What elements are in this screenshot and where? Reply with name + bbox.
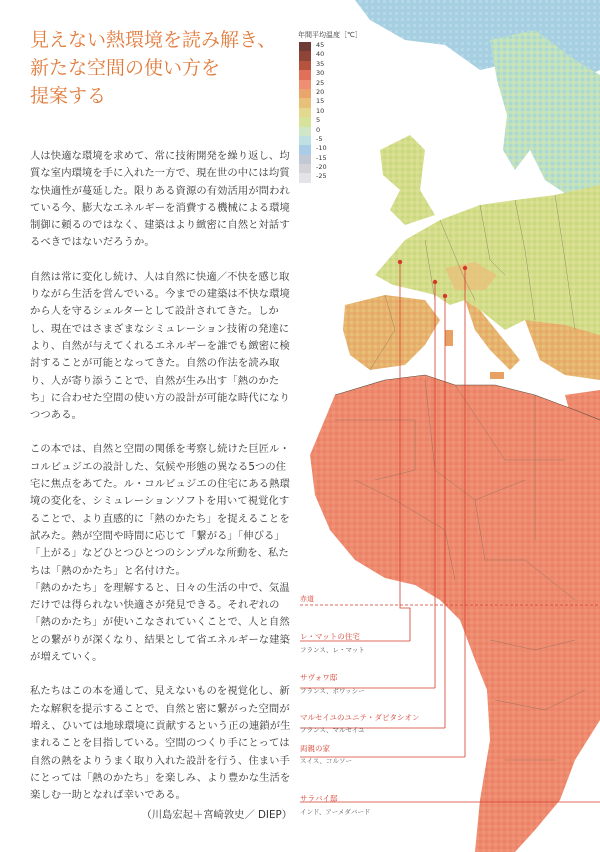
annotation-place: フランス、レ・マット <box>300 646 365 654</box>
title-line-2: 新たな空間の使い方を <box>30 57 221 79</box>
legend-swatch <box>299 89 311 98</box>
legend-swatch <box>299 173 311 182</box>
legend-label: 20 <box>316 87 325 96</box>
annotation-place: フランス、ポワッシー <box>300 687 365 695</box>
equator-label: 赤道 <box>300 595 314 603</box>
annotation-title: マルセイユのユニテ・ダビタシオン <box>300 713 420 722</box>
legend-label: 45 <box>316 41 325 49</box>
uk-landmass <box>380 135 435 225</box>
legend-swatch <box>299 108 311 117</box>
paragraph-2: 自然は常に変化し続け、人は自然に快適／不快を感じ取りながら生活を営んでいる。今までの建築は不快な環境から人を守るシェルターとして設計されてきた。しかし、現在ではさまざまなシミュレーション技術の発達により、自然が与えてくれるエネルギーを誰でも緻密に検討することが可能となってきた。自然の作法を読み取り、人が寄り添うことで、自然が生み出す「熱のかたち」に合わせた空間の使い方の設計が可能な時代になりつつある。 <box>30 270 290 422</box>
legend-swatch <box>299 155 311 164</box>
legend-swatch <box>299 145 311 154</box>
legend-label: -10 <box>316 144 327 153</box>
legend-swatch <box>299 127 311 136</box>
legend-label: -15 <box>316 153 327 162</box>
legend-label: 5 <box>316 116 321 125</box>
legend-label: 15 <box>316 97 325 106</box>
legend-label: 10 <box>316 106 325 115</box>
annotation-place: インド、アーメダバード <box>300 808 371 816</box>
paragraph-4: 「熱のかたち」を理解すると、日々の生活の中で、気温だけでは得られない快適さが発見できる。それぞれの「熱のかたち」が使いこなされていくことで、人と自然との繋がりが深くなり、結果として省エネルギーな建築が増えていく。 <box>30 581 290 664</box>
sicily-island <box>490 372 504 379</box>
page-title <box>30 26 300 110</box>
southern-europe-landmass <box>343 295 440 370</box>
legend-label: 35 <box>316 59 325 68</box>
legend-swatch <box>299 164 311 173</box>
legend-swatch <box>299 136 311 145</box>
legend-swatch <box>299 42 311 51</box>
paragraph-3: この本では、自然と空間の関係を考察し続けた巨匠ル・コルビュジエの設計した、気候や形態の異なる5つの住宅に焦点をあてた。ル・コルビュジエの住宅にある熱環境の変化を、シミュレーションソフトを用いて視覚化することで、より直感的に「熱のかたち」を捉えることを試みた。熱が空間や時間に応じて「繋がる」「伸びる」「上がる」などひとつひとつのシンプルな所動を、私たちは「熱のかたち」と名付けた。 <box>30 443 290 577</box>
annotation-place: スイス、コルソー <box>300 757 352 765</box>
body-text <box>30 148 292 821</box>
paragraph-5: 私たちはこの本を通して、見えないものを視覚化し、新たな解釈を提示することで、自然と密に繋がった空間が増え、ひいては地球環境に貢献するという正の連鎖が生まれることを目指している。空間のつくり手にとっては自然の熱をよりうまく取り入れた設計を行う、住まい手にとっては「熱のかたち」を楽しみ、より豊かな生活を楽しむ一助となれば幸いである。 <box>30 685 291 802</box>
africa-landmass <box>310 375 600 852</box>
legend-label: 30 <box>316 69 325 78</box>
legend-swatch <box>299 117 311 126</box>
legend-swatch <box>299 98 311 107</box>
legend-label: 40 <box>316 50 325 59</box>
legend-label: 0 <box>316 125 321 134</box>
legend-label: -5 <box>316 134 323 143</box>
legend-swatch <box>299 70 311 79</box>
legend-label: -25 <box>316 172 327 181</box>
author-credit: （川島宏起＋宮崎敦史／ DIEP） <box>141 809 292 821</box>
annotation-title: サラバイ邸 <box>300 794 338 803</box>
legend-swatch <box>299 61 311 70</box>
annotation-title: サヴォワ邸 <box>300 673 338 682</box>
legend-swatch <box>299 51 311 60</box>
title-line-1: 見えない熱環境を読み解き、 <box>30 29 277 51</box>
legend-label: -20 <box>316 163 327 172</box>
annotation-title: 両親の家 <box>300 744 330 753</box>
annotation-title: レ・マットの住宅 <box>300 632 360 641</box>
legend-label: 25 <box>316 78 325 87</box>
title-line-3: 提案する <box>30 85 107 107</box>
paragraph-1: 人は快適な環境を求めて、常に技術開発を繰り返し、均質な室内環境を手に入れた一方で、現在世の中には均質な快適性が蔓延した。限りある資源の有効活用が問われている今、膨大なエネルギーを消費する機械による環境制御に頼るのではなく、建築はより緻密に自然と対話するべきではないだろうか。 <box>30 150 290 249</box>
sardinia-island <box>445 330 453 346</box>
legend-swatch <box>299 80 311 89</box>
legend-title: 年間平均温度［℃］ <box>298 31 362 39</box>
annotation-place: フランス、マルセイユ <box>300 726 365 734</box>
